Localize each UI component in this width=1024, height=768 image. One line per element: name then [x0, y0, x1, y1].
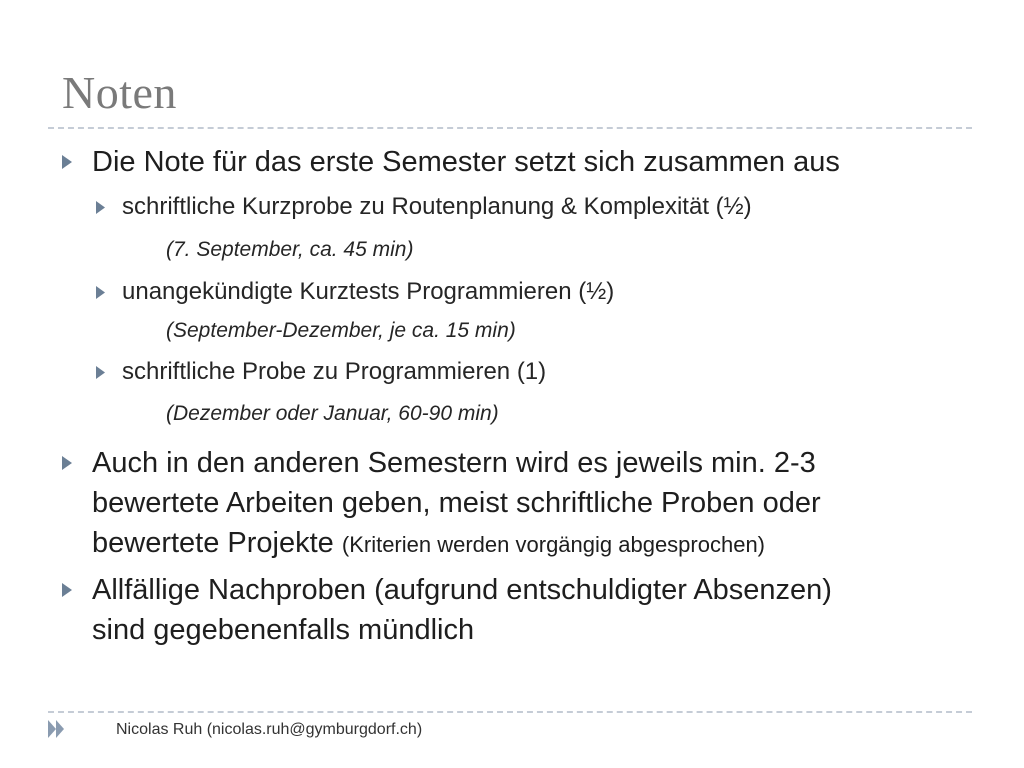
footer-double-chevron-icon: [48, 718, 68, 740]
bullet-item-2-aside: (Kriterien werden vorgängig abgesprochen): [341, 532, 766, 557]
bullet-item-2-line-3-text: bewertete Projekte: [92, 527, 334, 559]
sub-item-3: schriftliche Probe zu Programmieren (1): [122, 358, 547, 385]
bullet-item-3-line-1: Allfällige Nachproben (aufgrund entschuldigter Absenzen): [92, 574, 832, 606]
bullet-item-2-line-1: Auch in den anderen Semestern wird es jeweils min. 2-3: [92, 447, 816, 479]
sub-item-1-note: (7. September, ca. 45 min): [166, 238, 414, 261]
bullet-item-2-line-3: [92, 523, 765, 565]
sub-item-2-note: (September-Dezember, je ca. 15 min): [166, 319, 516, 342]
sub-item-2: unangekündigte Kurztests Programmieren (½): [122, 278, 615, 305]
sub-bullet-triangle-icon: [96, 201, 106, 215]
bullet-item-2-line-2: bewertete Arbeiten geben, meist schriftliche Proben oder: [92, 487, 821, 519]
bullet-triangle-icon: [62, 155, 72, 169]
title-divider: [48, 127, 972, 129]
bullet-item-3-line-2: sind gegebenenfalls mündlich: [92, 614, 475, 646]
sub-item-1: schriftliche Kurzprobe zu Routenplanung & Komplexität (½): [122, 193, 752, 220]
slide-title: Noten: [62, 67, 177, 118]
bullet-triangle-icon: [62, 456, 72, 470]
sub-item-3-note: (Dezember oder Januar, 60-90 min): [166, 402, 499, 425]
sub-bullet-triangle-icon: [96, 286, 106, 300]
bullet-triangle-icon: [62, 583, 72, 597]
sub-bullet-triangle-icon: [96, 366, 106, 380]
bullet-item-1: Die Note für das erste Semester setzt sich zusammen aus: [92, 146, 840, 178]
footer-author: Nicolas Ruh (nicolas.ruh@gymburgdorf.ch): [116, 721, 423, 738]
footer-divider: [48, 711, 972, 713]
